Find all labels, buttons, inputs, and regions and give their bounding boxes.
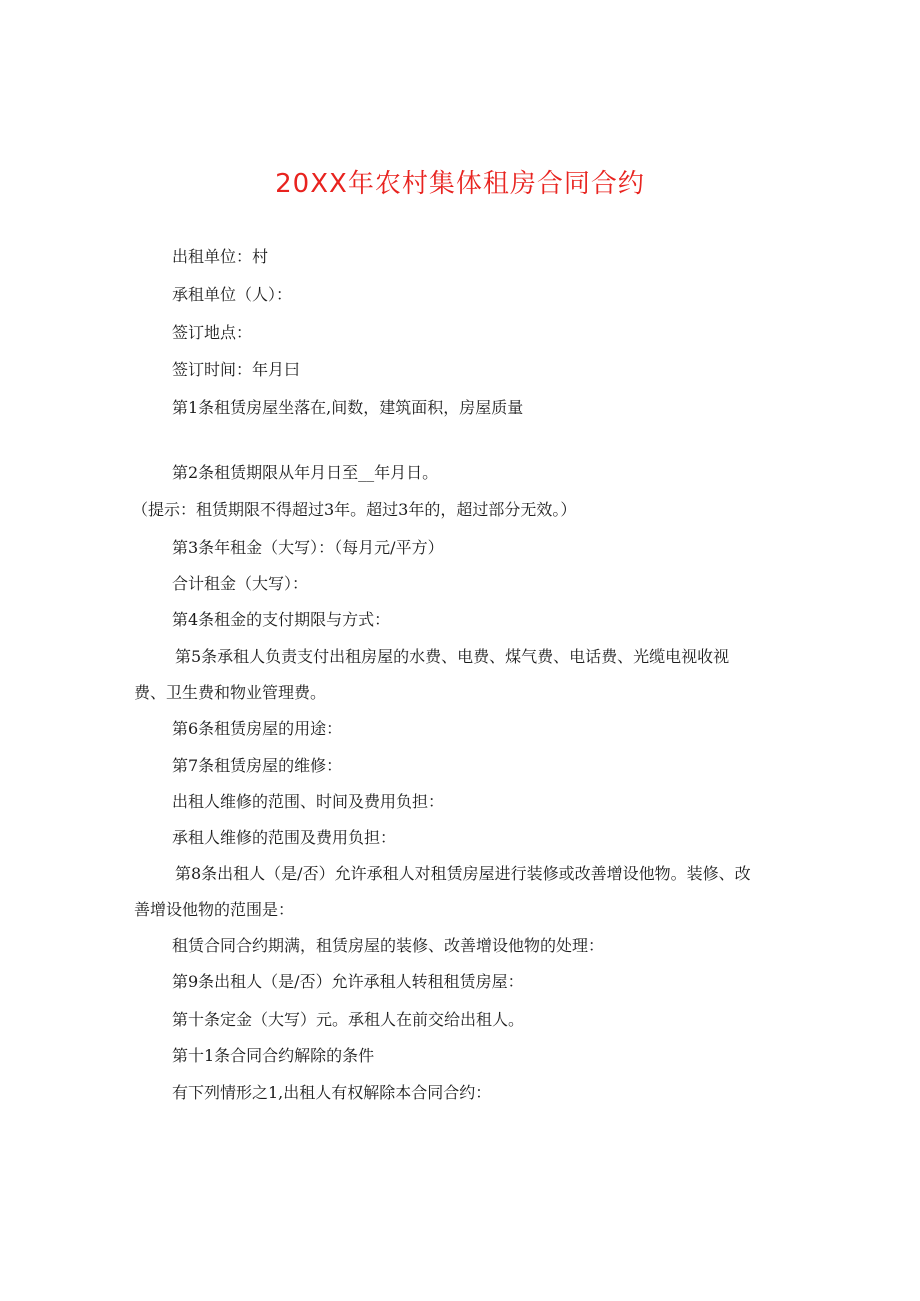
clause-line: 租赁合同合约期满，租赁房屋的装修、改善增设他物的处理： <box>172 936 605 955</box>
clause-line: 出租单位：村 <box>172 247 269 266</box>
clause-line: 第7条租赁房屋的维修： <box>172 756 343 775</box>
clause-line: 第5条承租人负责支付出租房屋的水费、电费、煤气费、电话费、光缆电视收视 <box>175 647 730 666</box>
clause-line: 第十条定金（大写）元。承租人在前交给出租人。 <box>172 1010 525 1029</box>
clause-line-continued: 费、卫生费和物业管理费。 <box>134 683 327 702</box>
clause-line: 承租人维修的范围及费用负担： <box>172 828 397 847</box>
clause-line: 第十1条合同合约解除的条件 <box>172 1046 375 1065</box>
clause-line: 第9条出租人（是/否）允许承租人转租租赁房屋： <box>172 972 524 991</box>
clause-line: 第6条租赁房屋的用途： <box>172 719 343 738</box>
clause-line: 出租人维修的范围、时间及费用负担： <box>172 792 445 811</box>
clause-line: 第8条出租人（是/否）允许承租人对租赁房屋进行装修或改善增设他物。装修、改 <box>175 864 751 883</box>
clause-line: 承租单位（人）： <box>172 285 293 304</box>
document-title: 20XX年农村集体租房合同合约 <box>275 169 645 199</box>
clause-line: 第2条租赁期限从年月日至__年月日。 <box>172 463 439 482</box>
clause-line: 有下列情形之1,出租人有权解除本合同合约： <box>172 1083 492 1102</box>
clause-line: 第3条年租金（大写）：（每月元/平方） <box>172 538 444 557</box>
clause-line: 合计租金（大写）： <box>172 574 309 593</box>
clause-note: （提示：租赁期限不得超过3年。超过3年的，超过部分无效。） <box>132 500 577 519</box>
clause-line-continued: 善增设他物的范围是： <box>134 900 295 919</box>
clause-line: 第1条租赁房屋坐落在,间数，建筑面积，房屋质量 <box>172 398 524 417</box>
clause-line: 签订时间：年月曰 <box>172 360 301 379</box>
clause-line: 第4条租金的支付期限与方式： <box>172 610 391 629</box>
clause-line: 签订地点： <box>172 323 253 342</box>
